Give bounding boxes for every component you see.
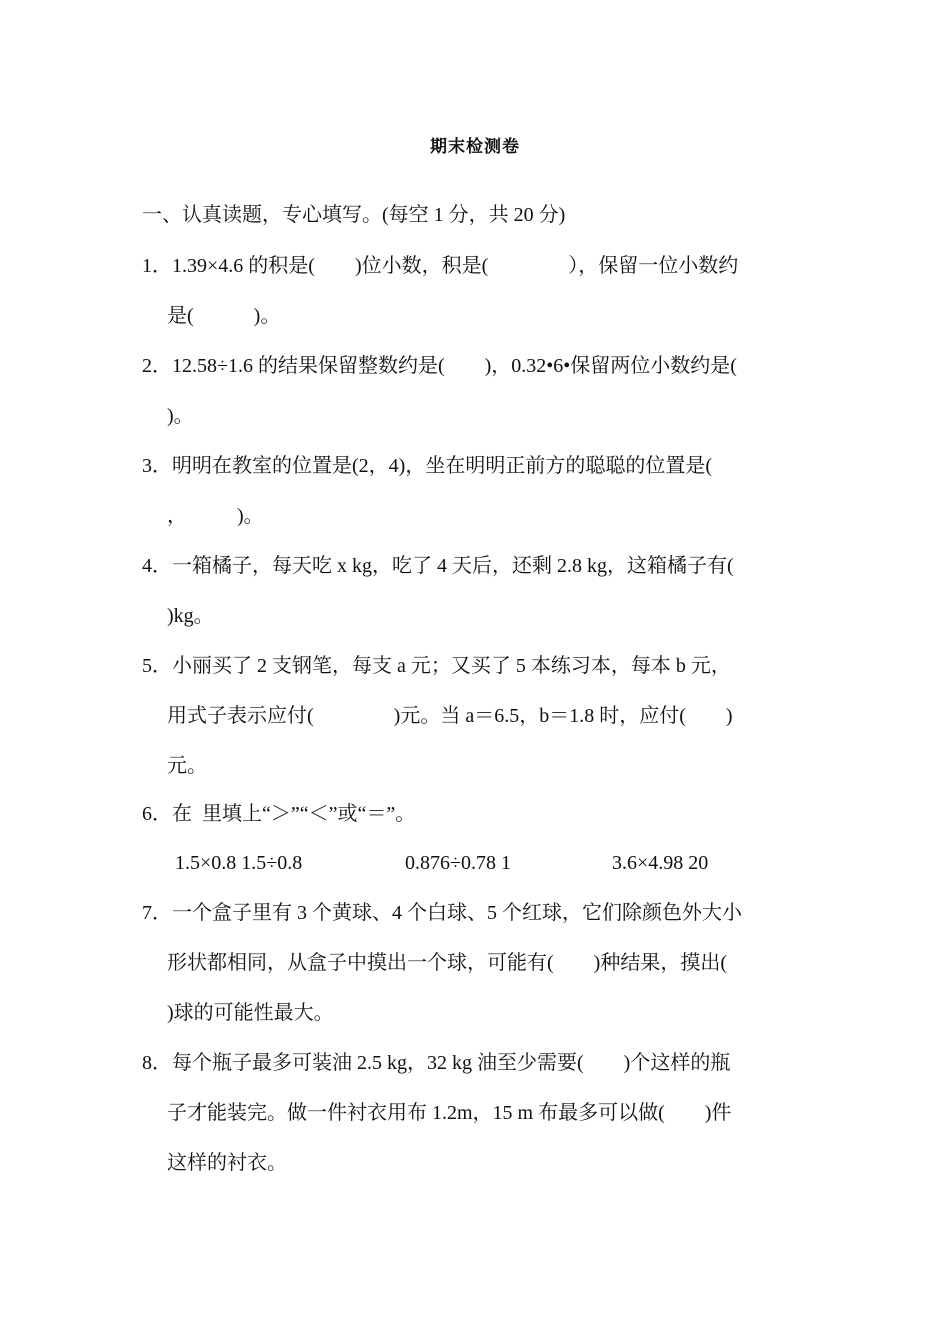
question-line: ， )。 (167, 505, 264, 527)
comparison-item: 3.6×4.98 20 (612, 852, 709, 874)
question-line: 形状都相同，从盒子中摸出一个球，可能有( )种结果，摸出( (167, 952, 727, 974)
question-line: 8．每个瓶子最多可装油 2.5 kg，32 kg 油至少需要( )个这样的瓶 (142, 1052, 731, 1074)
question-line: 7．一个盒子里有 3 个黄球、4 个白球、5 个红球，它们除颜色外大小 (142, 902, 742, 924)
comparison-item: 0.876÷0.78 1 (405, 852, 511, 874)
question-line: 元。 (167, 755, 207, 777)
section-heading: 一、认真读题，专心填写。(每空 1 分，共 20 分) (142, 204, 566, 226)
question-line: )kg。 (167, 605, 214, 627)
question-line: 4．一箱橘子，每天吃 x kg，吃了 4 天后，还剩 2.8 kg，这箱橘子有( (142, 555, 734, 577)
question-line: 6．在 里填上“＞”“＜”或“＝”。 (142, 803, 416, 825)
question-line: )。 (167, 405, 194, 427)
question-line: 子才能装完。做一件衬衣用布 1.2m，15 m 布最多可以做( )件 (167, 1102, 732, 1124)
comparison-item: 1.5×0.8 1.5÷0.8 (175, 852, 303, 874)
question-line: 5．小丽买了 2 支钢笔，每支 a 元；又买了 5 本练习本，每本 b 元， (142, 655, 731, 677)
page-title: 期末检测卷 (430, 137, 520, 157)
question-line: )球的可能性最大。 (167, 1002, 334, 1024)
question-line: 1．1.39×4.6 的积是( )位小数，积是( ），保留一位小数约 (142, 255, 739, 277)
question-line: 3．明明在教室的位置是(2，4)，坐在明明正前方的聪聪的位置是( (142, 455, 712, 477)
question-line: 是( )。 (167, 305, 281, 327)
question-line: 这样的衬衣。 (167, 1152, 287, 1174)
question-line: 2．12.58÷1.6 的结果保留整数约是( )，0.32•6•保留两位小数约是( (142, 355, 737, 377)
question-line: 用式子表示应付( )元。当 a＝6.5，b＝1.8 时，应付( ) (167, 705, 733, 727)
